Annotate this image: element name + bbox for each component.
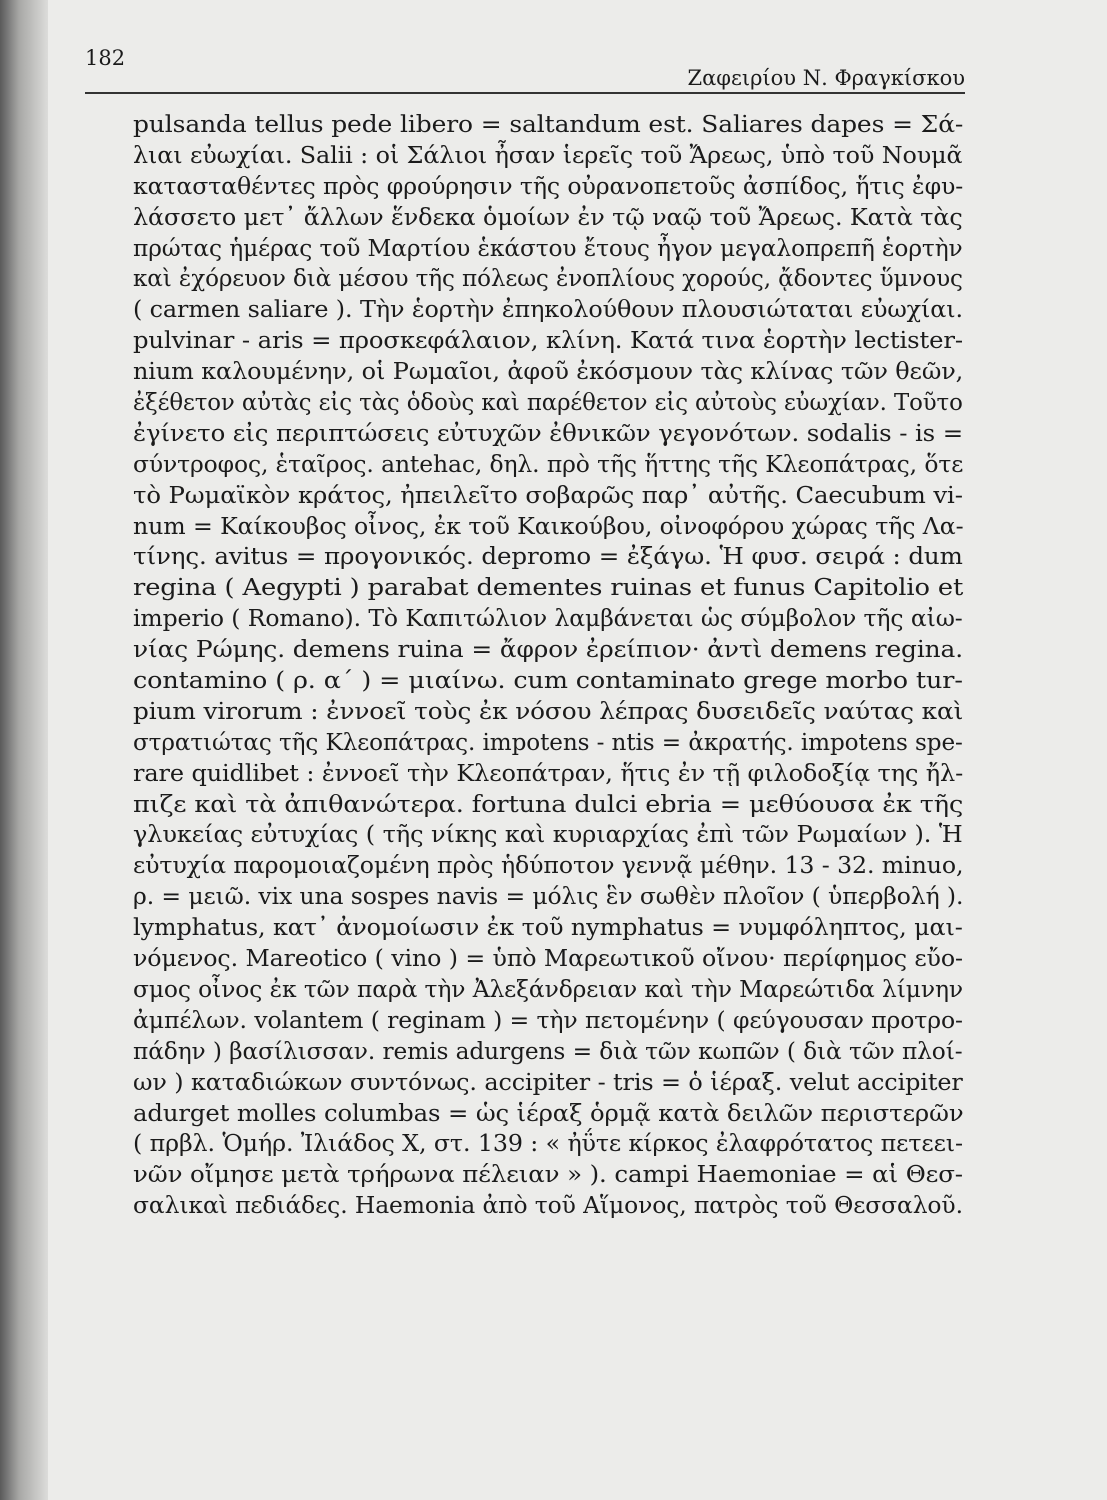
text-line: σμος οἶνος ἐκ τῶν παρὰ τὴν Ἀλεξάνδρειαν καὶ τὴν Μαρεώτιδα λίμνην [133, 975, 963, 1003]
page-header [85, 46, 965, 94]
text-line: στρατιώτας τῆς Κλεοπάτρας. impotens - ntis = ἀκρατής. impotens spe- [133, 728, 963, 756]
text-line: κατασταθέντες πρὸς φρούρησιν τῆς οὐρανοπετοῦς ἀσπίδος, ἥτις ἐφυ- [133, 172, 964, 200]
text-line: nium καλουμένην, οἱ Ρωμαῖοι, ἀφοῦ ἐκόσμουν τὰς κλίνας τῶν θεῶν, [133, 358, 964, 386]
running-head: Ζαφειρίου Ν. Φραγκίσκου [687, 66, 965, 90]
text-line: adurget molles columbas = ὡς ἱέραξ ὁρμᾷ κατὰ δειλῶν περιστερῶν [133, 1099, 964, 1127]
text-line: pulsanda tellus pede libero = saltandum est. Saliares dapes = Σά- [133, 111, 964, 138]
text-line: ρ. = μειῶ. vix una sospes navis = μόλις ἓν σωθὲν πλοῖον ( ὑπερβολή ). [133, 883, 964, 911]
text-line: εὐτυχία παρομοιαζομένη πρὸς ἡδύποτον γεννᾷ μέθην. 13 - 32. minuo, [133, 852, 964, 880]
text-line: rare quidlibet : ἐννοεῖ τὴν Κλεοπάτραν, ἥτις ἐν τῇ φιλοδοξίᾳ της ἤλ- [133, 759, 964, 787]
text-line: σύντροφος, ἑταῖρος. antehac, δηλ. πρὸ τῆς ἥττης τῆς Κλεοπάτρας, ὅτε [133, 450, 964, 478]
text-line: pium virorum : ἐννοεῖ τοὺς ἐκ νόσου λέπρας δυσειδεῖς ναύτας καὶ [133, 697, 964, 725]
text-line: imperio ( Romano). Τὸ Καπιτώλιον λαμβάνεται ὡς σύμβολον τῆς αἰω- [133, 605, 963, 633]
text-line: ( πρβλ. Ὁμήρ. Ἰλιάδος Χ, στ. 139 : « ἠΰτε κίρκος ἐλαφρότατος πετεει- [133, 1130, 963, 1158]
text-line: νίας Ρώμης. demens ruina = ἄφρον ἐρείπιον· ἀντὶ demens regina. [133, 636, 964, 664]
text-line: pulvinar - aris = προσκεφάλαιον, κλίνη. Κατά τινα ἑορτὴν lectister- [133, 327, 963, 355]
text-line: ων ) καταδιώκων συντόνως. accipiter - tris = ὁ ἱέραξ. velut accipiter [133, 1068, 963, 1096]
text-line: πρώτας ἡμέρας τοῦ Μαρτίου ἑκάστου ἔτους ἦγον μεγαλοπρεπῆ ἑορτὴν [133, 234, 963, 262]
text-line: καὶ ἐχόρευον διὰ μέσου τῆς πόλεως ἐνοπλίους χορούς, ᾄδοντες ὕμνους [133, 265, 963, 293]
commentary-text [133, 110, 963, 1222]
text-line: πιζε καὶ τὰ ἀπιθανώτερα. fortuna dulci ebria = μεθύουσα ἐκ τῆς [133, 790, 964, 818]
text-line: contamino ( ρ. α´ ) = μιαίνω. cum contaminato grege morbo tur- [133, 667, 963, 695]
text-line: τὸ Ρωμαϊκὸν κράτος, ἠπειλεῖτο σοβαρῶς παρ᾽ αὐτῆς. Caecubum vi- [133, 481, 963, 509]
text-line: τίνης. avitus = προγονικός. depromo = ἐξάγω. Ἡ φυσ. σειρά : dum [133, 543, 963, 571]
text-line: num = Καίκουβος οἶνος, ἐκ τοῦ Καικούβου, οἰνοφόρου χώρας τῆς Λα- [133, 512, 964, 540]
text-line: ἀμπέλων. volantem ( reginam ) = τὴν πετομένην ( φεύγουσαν προτρο- [133, 1006, 963, 1034]
text-line: λάσσετο μετ᾽ ἄλλων ἕνδεκα ὁμοίων ἐν τῷ ναῷ τοῦ Ἄρεως. Κατὰ τὰς [133, 203, 963, 231]
book-gutter-shadow [0, 0, 48, 1500]
text-line: regina ( Aegypti ) parabat dementes ruinas et funus Capitolio et [133, 574, 964, 602]
text-line: ( carmen saliare ). Τὴν ἑορτὴν ἐπηκολούθουν πλουσιώταται εὐωχίαι. [133, 296, 964, 324]
text-line: σαλικαὶ πεδιάδες. Haemonia ἀπὸ τοῦ Αἵμονος, πατρὸς τοῦ Θεσσαλοῦ. [133, 1192, 963, 1220]
text-line: λιαι εὐωχίαι. Salii : οἱ Σάλιοι ἦσαν ἱερεῖς τοῦ Ἄρεως, ὑπὸ τοῦ Νουμᾶ [133, 141, 963, 169]
page-number: 182 [85, 46, 126, 70]
text-line: ἐγίνετο εἰς περιπτώσεις εὐτυχῶν ἐθνικῶν γεγονότων. sodalis - is = [133, 419, 964, 447]
text-line: ἐξέθετον αὐτὰς εἰς τὰς ὁδοὺς καὶ παρέθετον εἰς αὐτοὺς εὐωχίαν. Τοῦτο [133, 389, 963, 417]
text-line: lymphatus, κατ᾽ ἀνομοίωσιν ἐκ τοῦ nymphatus = νυμφόληπτος, μαι- [133, 914, 963, 942]
text-line: γλυκείας εὐτυχίας ( τῆς νίκης καὶ κυριαρχίας ἐπὶ τῶν Ρωμαίων ). Ἡ [133, 821, 963, 849]
text-line: πάδην ) βασίλισσαν. remis adurgens = διὰ τῶν κωπῶν ( διὰ τῶν πλοί- [133, 1037, 963, 1065]
text-line: νόμενος. Mareotico ( vino ) = ὑπὸ Μαρεωτικοῦ οἴνου· περίφημος εὔο- [133, 945, 963, 973]
text-line: νῶν οἴμησε μετὰ τρήρωνα πέλειαν » ). campi Haemoniae = αἱ Θεσ- [133, 1161, 963, 1189]
